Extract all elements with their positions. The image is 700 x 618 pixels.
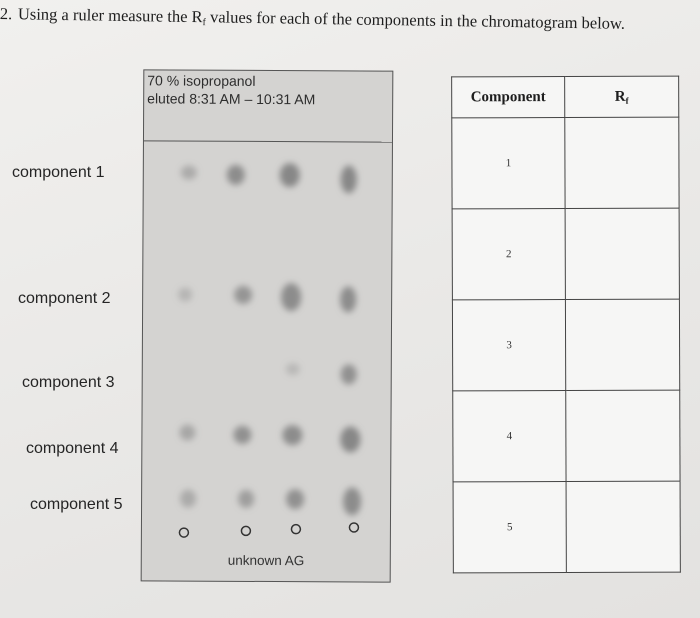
rf-value-cell[interactable] xyxy=(565,299,679,390)
spot-c2-lane4 xyxy=(340,286,356,312)
origin-circle-1 xyxy=(179,528,188,537)
chromatogram-plate xyxy=(141,69,394,582)
component-label-4: component 4 xyxy=(26,440,119,457)
table-row xyxy=(453,390,680,482)
solvent-label: 70 % isopropanol xyxy=(147,72,256,89)
question-rf-subscript: f xyxy=(202,17,206,29)
spot-c3-lane3 xyxy=(286,363,300,375)
component-number-cell: 2 xyxy=(452,209,565,300)
question-text-before: Using a ruler measure the R xyxy=(17,4,203,27)
rf-value-cell[interactable] xyxy=(565,208,679,299)
spot-c2-lane3 xyxy=(281,283,301,311)
spot-c1-lane4 xyxy=(341,165,357,193)
table-row xyxy=(452,208,679,300)
header-rf xyxy=(565,76,679,117)
rf-value-cell[interactable] xyxy=(565,117,679,208)
component-number-cell: 1 xyxy=(452,118,565,209)
question-text-after: values for each of the components in the chromatogram below. xyxy=(205,7,626,33)
spot-c5-lane3 xyxy=(286,489,304,509)
table-row xyxy=(452,117,679,209)
spot-c3-lane4 xyxy=(341,364,357,384)
table-row xyxy=(452,299,679,391)
component-number-cell: 4 xyxy=(453,391,566,482)
rf-value-cell[interactable] xyxy=(566,481,680,572)
spot-c1-lane3 xyxy=(280,163,300,187)
rf-value-cell[interactable] xyxy=(566,390,680,481)
component-number-cell: 5 xyxy=(453,482,566,573)
spot-c1-lane1 xyxy=(181,166,197,180)
origin-circle-4 xyxy=(349,523,358,532)
component-label-3: component 3 xyxy=(22,374,115,391)
spot-c4-lane1 xyxy=(179,425,195,441)
origin-circle-2 xyxy=(241,526,250,535)
origin-circle-3 xyxy=(291,525,300,534)
spot-c5-lane4 xyxy=(343,487,361,515)
spot-c4-lane4 xyxy=(340,426,360,452)
spot-c4-lane3 xyxy=(282,425,302,445)
spot-c4-lane2 xyxy=(233,426,251,444)
component-label-1: component 1 xyxy=(12,164,105,181)
elution-time-label: eluted 8:31 AM – 10:31 AM xyxy=(147,90,316,108)
table-header-row xyxy=(452,76,679,118)
question-number: 2. xyxy=(0,4,13,24)
header-rf-subscript: f xyxy=(625,95,629,106)
spot-c2-lane2 xyxy=(234,286,252,304)
chromatogram-spots xyxy=(142,70,395,583)
spot-c5-lane2 xyxy=(238,490,254,508)
component-label-2: component 2 xyxy=(18,290,111,307)
question-text xyxy=(0,4,700,36)
spot-c5-lane1 xyxy=(180,490,196,508)
component-number-cell: 3 xyxy=(452,300,565,391)
table-row xyxy=(453,481,680,573)
rf-table xyxy=(451,76,681,574)
header-rf-main: R xyxy=(614,88,626,105)
spot-c2-lane1 xyxy=(178,288,192,302)
component-label-5: component 5 xyxy=(30,496,123,513)
unknown-label: unknown AG xyxy=(227,552,305,569)
header-component: Component xyxy=(452,77,565,118)
spot-c1-lane2 xyxy=(227,165,245,185)
